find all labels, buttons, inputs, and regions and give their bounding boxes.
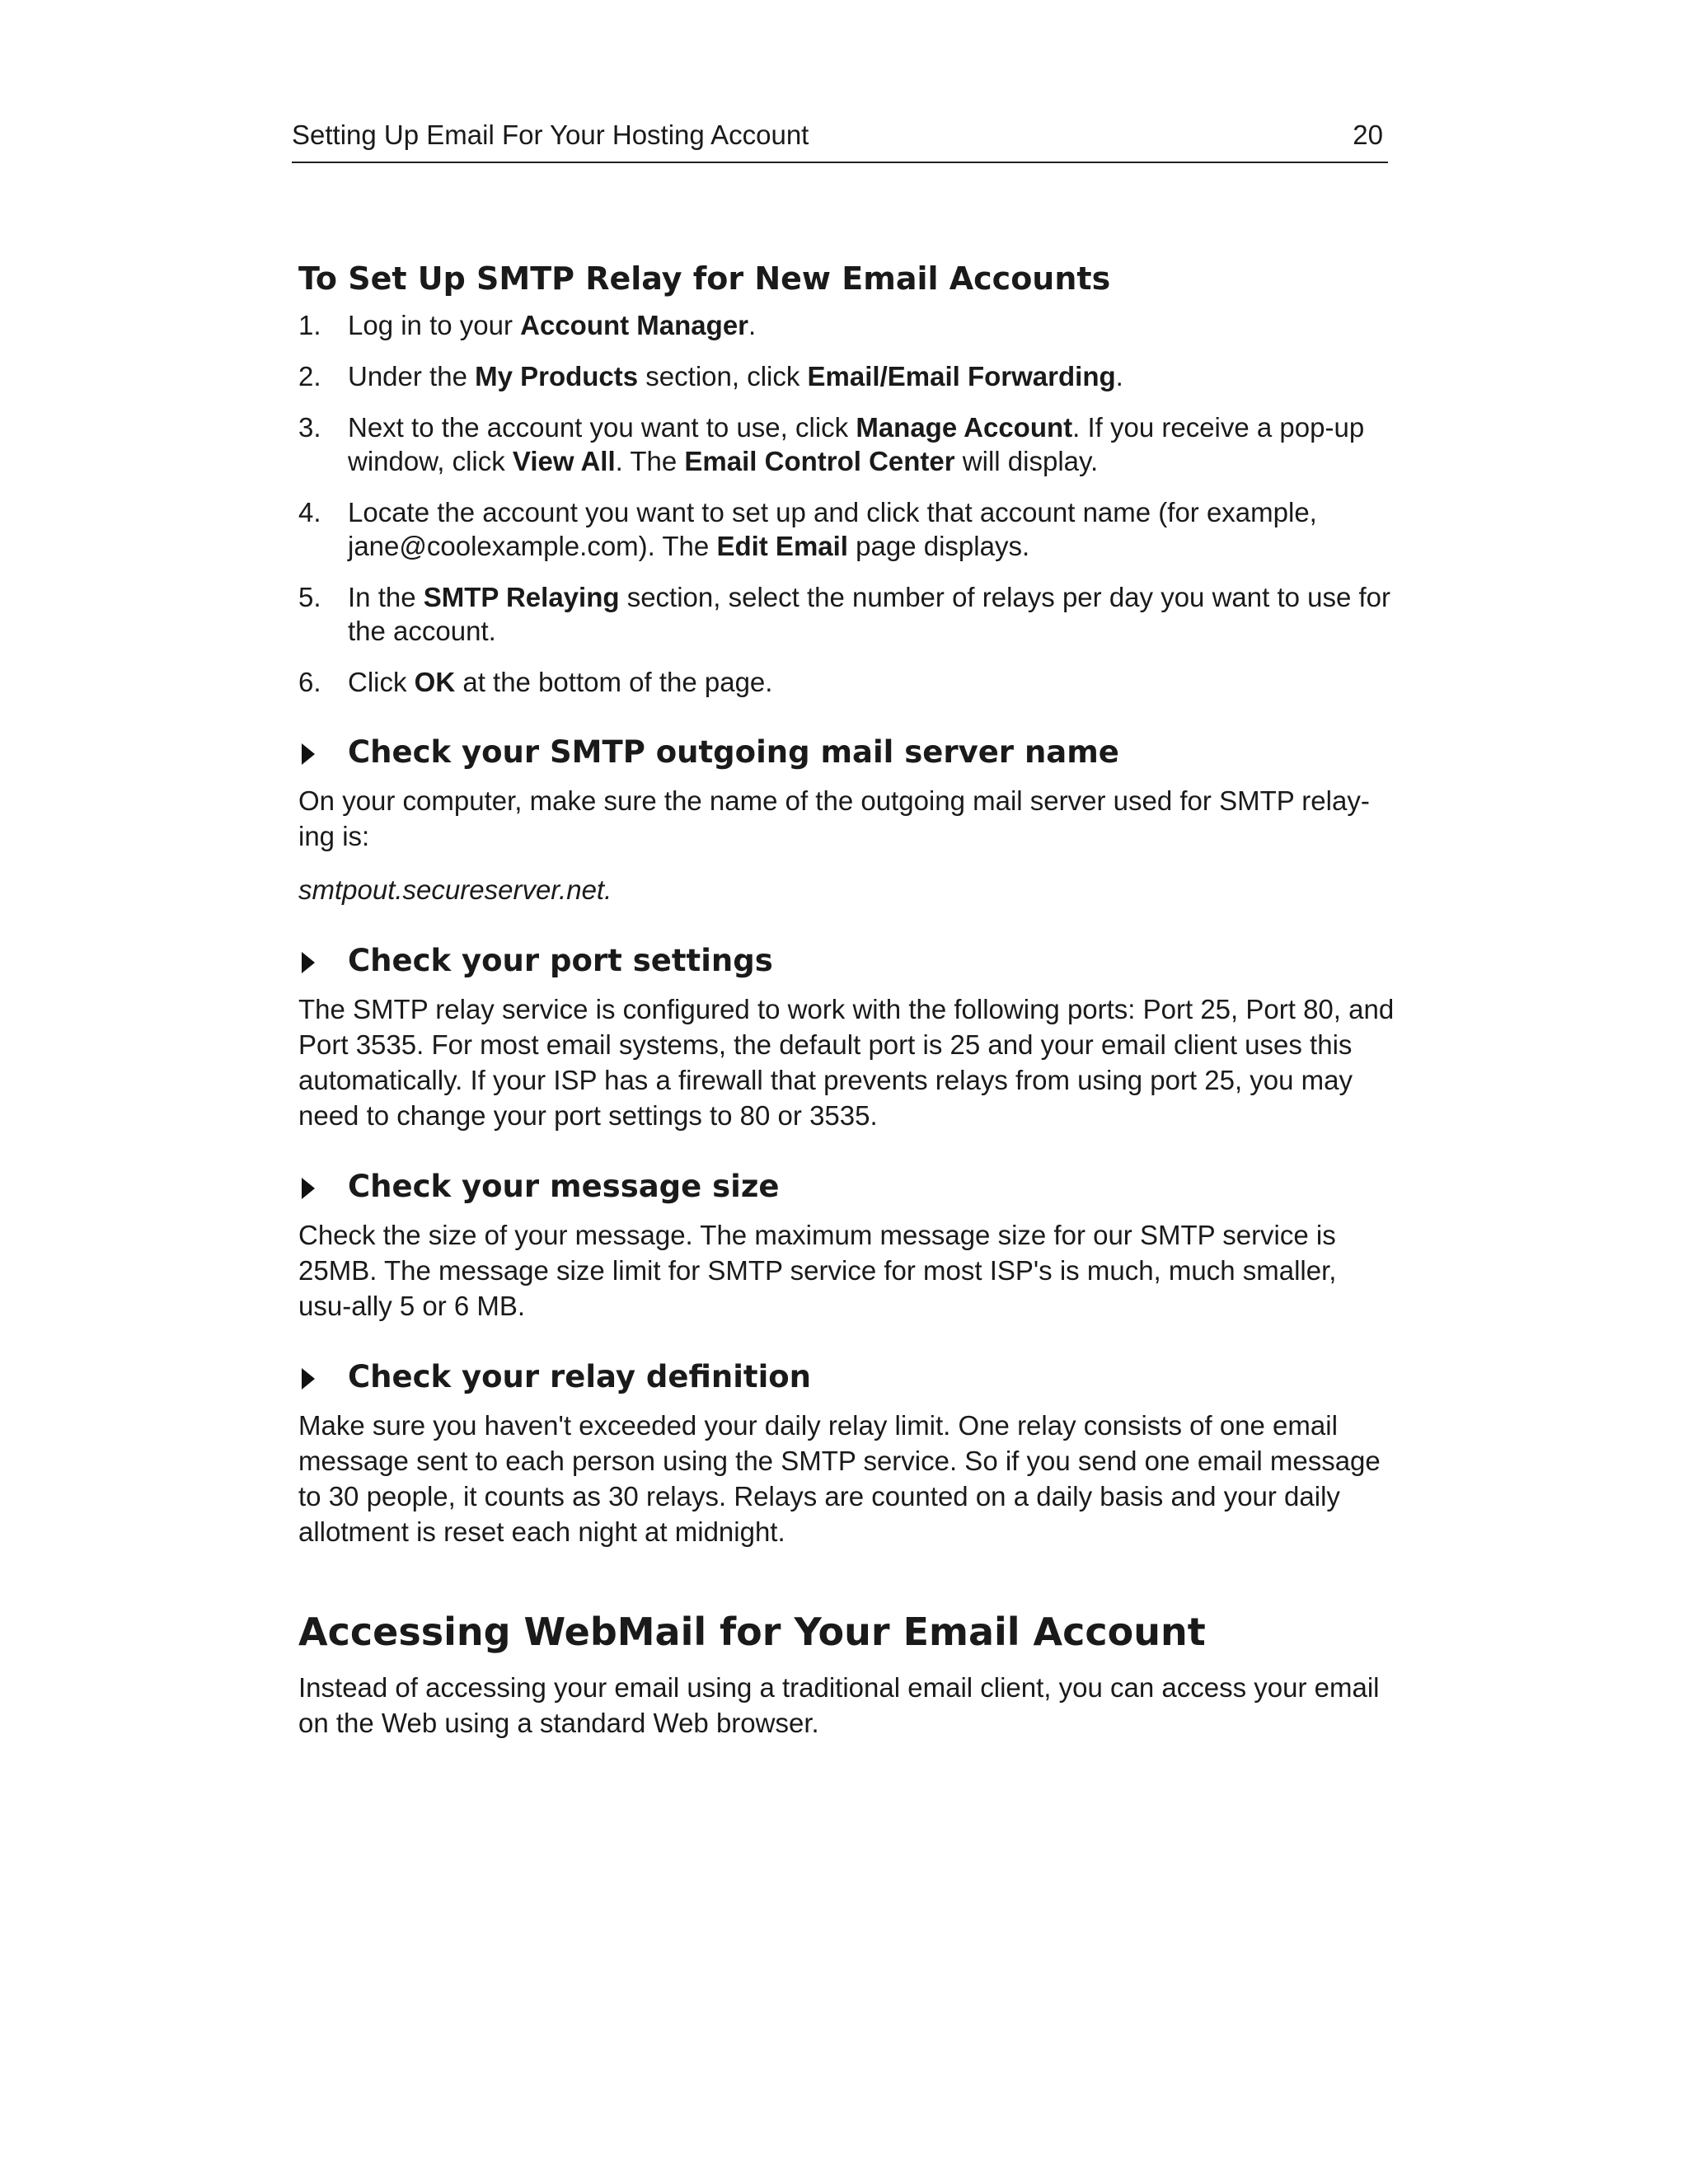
tip-heading-port-settings: Check your port settings bbox=[298, 940, 1395, 982]
ui-term: View All bbox=[512, 446, 616, 476]
procedure-steps bbox=[298, 308, 1395, 699]
webmail-section-body: Instead of accessing your email using a traditional email client, you can access your email on the Web using a standard Web browser. bbox=[298, 1672, 1380, 1738]
triangle-bullet-icon bbox=[302, 1178, 315, 1199]
tip-body-message-size: Check the size of your message. The maximum message size for our SMTP service is 25MB. The message size limit for SMTP service for most ISP's is much, much smaller, usu-ally 5 or 6 MB. bbox=[298, 1220, 1337, 1321]
tip-heading-message-size: Check your message size bbox=[298, 1166, 1395, 1207]
triangle-bullet-icon bbox=[302, 743, 315, 765]
ui-term: Email Control Center bbox=[684, 446, 955, 476]
ui-term: Email/Email Forwarding bbox=[807, 361, 1116, 391]
tip-body-relay-definition: Make sure you haven't exceeded your daily relay limit. One relay consists of one email message sent to each person using the SMTP service. So if you send one email message to 30 people, it counts as 30 relays. Relays are counted on a daily basis and your daily allotment is reset each night at midnight. bbox=[298, 1410, 1381, 1547]
page-number: 20 bbox=[1353, 120, 1383, 150]
step-5: 5. In the SMTP Relaying section, select the number of relays per day you want to use for the account. bbox=[298, 582, 1391, 646]
ui-term: OK bbox=[414, 667, 456, 697]
ui-term: Manage Account bbox=[856, 412, 1073, 443]
step-number: 6. bbox=[298, 667, 321, 697]
tip-heading-server-name: Check your SMTP outgoing mail server name bbox=[298, 732, 1395, 773]
step-number: 3. bbox=[298, 412, 321, 443]
step-3: 3. Next to the account you want to use, click Manage Account. If you receive a pop-up window, click View All. The Email Control Center will display. bbox=[298, 412, 1365, 476]
step-4: 4. Locate the account you want to set up and click that account name (for example, jane@coolexample.com). The Edit Email page displays. bbox=[298, 497, 1317, 561]
triangle-bullet-icon bbox=[302, 952, 315, 973]
smtp-server-name: smtpout.secureserver.net. bbox=[298, 874, 612, 905]
triangle-bullet-icon bbox=[302, 1368, 315, 1390]
step-1: 1. Log in to your Account Manager. bbox=[298, 310, 757, 340]
webmail-section-title: Accessing WebMail for Your Email Account bbox=[298, 1610, 1206, 1654]
tip-heading-relay-definition: Check your relay definition bbox=[298, 1357, 1395, 1398]
step-2: 2. Under the My Products section, click Email/Email Forwarding. bbox=[298, 361, 1123, 391]
ui-term: My Products bbox=[475, 361, 639, 391]
ui-term: Account Manager bbox=[520, 310, 749, 340]
header-title: Setting Up Email For Your Hosting Account bbox=[292, 120, 809, 150]
ui-term: SMTP Relaying bbox=[423, 582, 620, 612]
step-6: 6. Click OK at the bottom of the page. bbox=[298, 667, 773, 697]
step-number: 1. bbox=[298, 310, 321, 340]
page-content bbox=[298, 257, 1395, 1741]
step-number: 5. bbox=[298, 582, 321, 612]
step-number: 4. bbox=[298, 497, 321, 527]
procedure-title: To Set Up SMTP Relay for New Email Accounts bbox=[298, 260, 1111, 297]
tip-body-server-name: On your computer, make sure the name of the outgoing mail server used for SMTP relay-ing is: bbox=[298, 785, 1370, 851]
step-number: 2. bbox=[298, 361, 321, 391]
running-header bbox=[292, 114, 1388, 163]
ui-term: Edit Email bbox=[716, 531, 848, 561]
tip-body-port-settings: The SMTP relay service is configured to work with the following ports: Port 25, Port 80, and Port 3535. For most email systems, the default port is 25 and your email client uses this automatically. If your ISP has a firewall that prevents relays from using port 25, you may need to change your port settings to 80 or 3535. bbox=[298, 994, 1395, 1131]
